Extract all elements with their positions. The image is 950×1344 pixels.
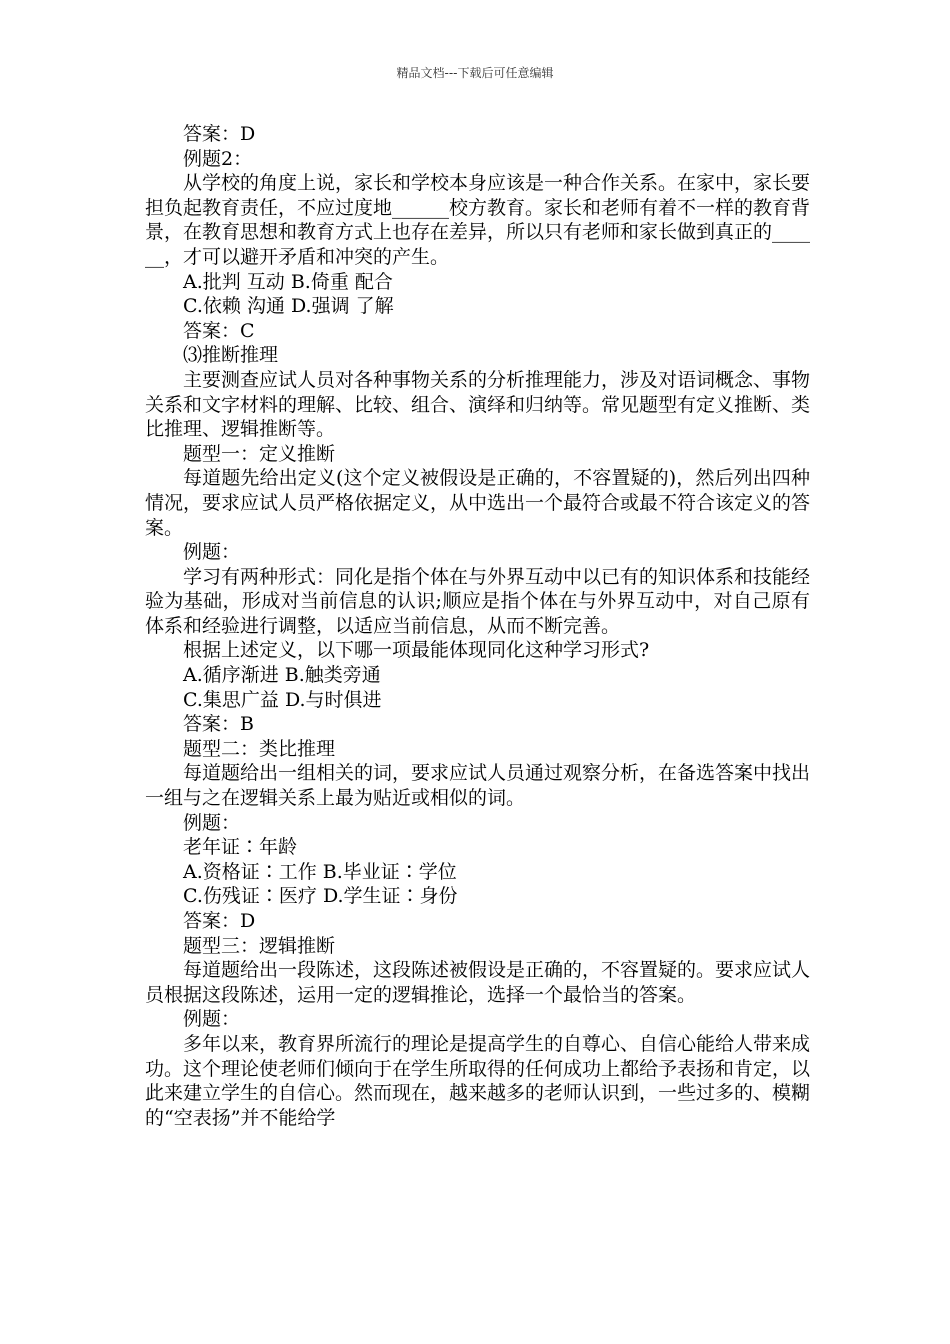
- paragraph-options-ab: A.批判 互动 B.倚重 配合: [183, 270, 393, 293]
- paragraph-options-cd: C.集思广益 D.与时俱进: [183, 688, 382, 711]
- paragraph-answer-d: 答案：D: [183, 910, 256, 932]
- paragraph-options-cd: C.依赖 沟通 D.强调 了解: [183, 295, 394, 318]
- paragraph-logic-desc: 每道题给出一段陈述，这段陈述被假设是正确的，不容置疑的。要求应试人员根据这段陈述，运用一定的逻辑推论，选择一个最恰当的答案。: [145, 959, 811, 1006]
- paragraph-options-cd: C.伤残证∶医疗 D.学生证∶身份: [183, 885, 458, 908]
- paragraph-logic-example: 多年以来，教育界所流行的理论是提高学生的自尊心、自信心能给人带来成功。这个理论使老师们倾向于在学生所取得的任何成功上都给予表扬和肯定，以此来建立学生的自信心。然而现在，越来越多的老师认识到，一些过多的、模糊的“空表扬”并不能给学: [145, 1032, 811, 1129]
- paragraph-example-heading: 例题：: [183, 1008, 241, 1031]
- paragraph-analogy-desc: 每道题给出一组相关的词，要求应试人员通过观察分析，在备选答案中找出一组与之在逻辑关系上最为贴近或相似的词。: [145, 762, 811, 810]
- paragraph-options-ab: A.资格证∶工作 B.毕业证∶学位: [183, 860, 457, 883]
- section-heading-inference: ⑶推断推理: [183, 344, 279, 367]
- page-header: 精品文档---下载后可任意编辑: [396, 66, 554, 80]
- paragraph-example-2-question: 从学校的角度上说，家长和学校本身应该是一种合作关系。在家中，家长要担负起教育责任，不应过度地______校方教育。家长和老师有着不一样的教育背景，在教育思想和教育方式上也存在差异，所以只有老师和家长做到真正的______，才可以避开矛盾和冲突的产生。: [145, 172, 811, 268]
- paragraph-example-2-heading: 例题2：: [183, 147, 253, 170]
- paragraph-analogy-stem: 老年证∶年龄: [183, 836, 298, 859]
- type-heading-definition: 题型一：定义推断: [183, 442, 336, 465]
- paragraph-answer-b: 答案：B: [183, 713, 254, 736]
- paragraph-definition-question: 根据上述定义，以下哪一项最能体现同化这种学习形式?: [183, 639, 650, 662]
- paragraph-answer-d: 答案：D: [183, 123, 256, 145]
- paragraph-example-heading: 例题：: [183, 541, 241, 564]
- type-heading-logic: 题型三：逻辑推断: [183, 934, 336, 957]
- paragraph-example-heading: 例题：: [183, 811, 241, 834]
- type-heading-analogy: 题型二：类比推理: [183, 737, 336, 760]
- document-body: [145, 122, 810, 1130]
- paragraph-answer-c: 答案：C: [183, 319, 255, 342]
- paragraph-definition-desc: 每道题先给出定义(这个定义被假设是正确的，不容置疑的)，然后列出四种情况，要求应试人员严格依据定义，从中选出一个最符合或最不符合该定义的答案。: [145, 467, 811, 539]
- paragraph-options-ab: A.循序渐进 B.触类旁通: [183, 664, 381, 687]
- paragraph-inference-intro: 主要测查应试人员对各种事物关系的分析推理能力，涉及对语词概念、事物关系和文字材料的理解、比较、组合、演绎和归纳等。常见题型有定义推断、类比推理、逻辑推断等。: [145, 368, 811, 441]
- paragraph-learning-forms: 学习有两种形式：同化是指个体在与外界互动中以已有的知识体系和技能经验为基础，形成对当前信息的认识;顺应是指个体在与外界互动中，对自己原有体系和经验进行调整，以适应当前信息，从而不断完善。: [145, 565, 811, 637]
